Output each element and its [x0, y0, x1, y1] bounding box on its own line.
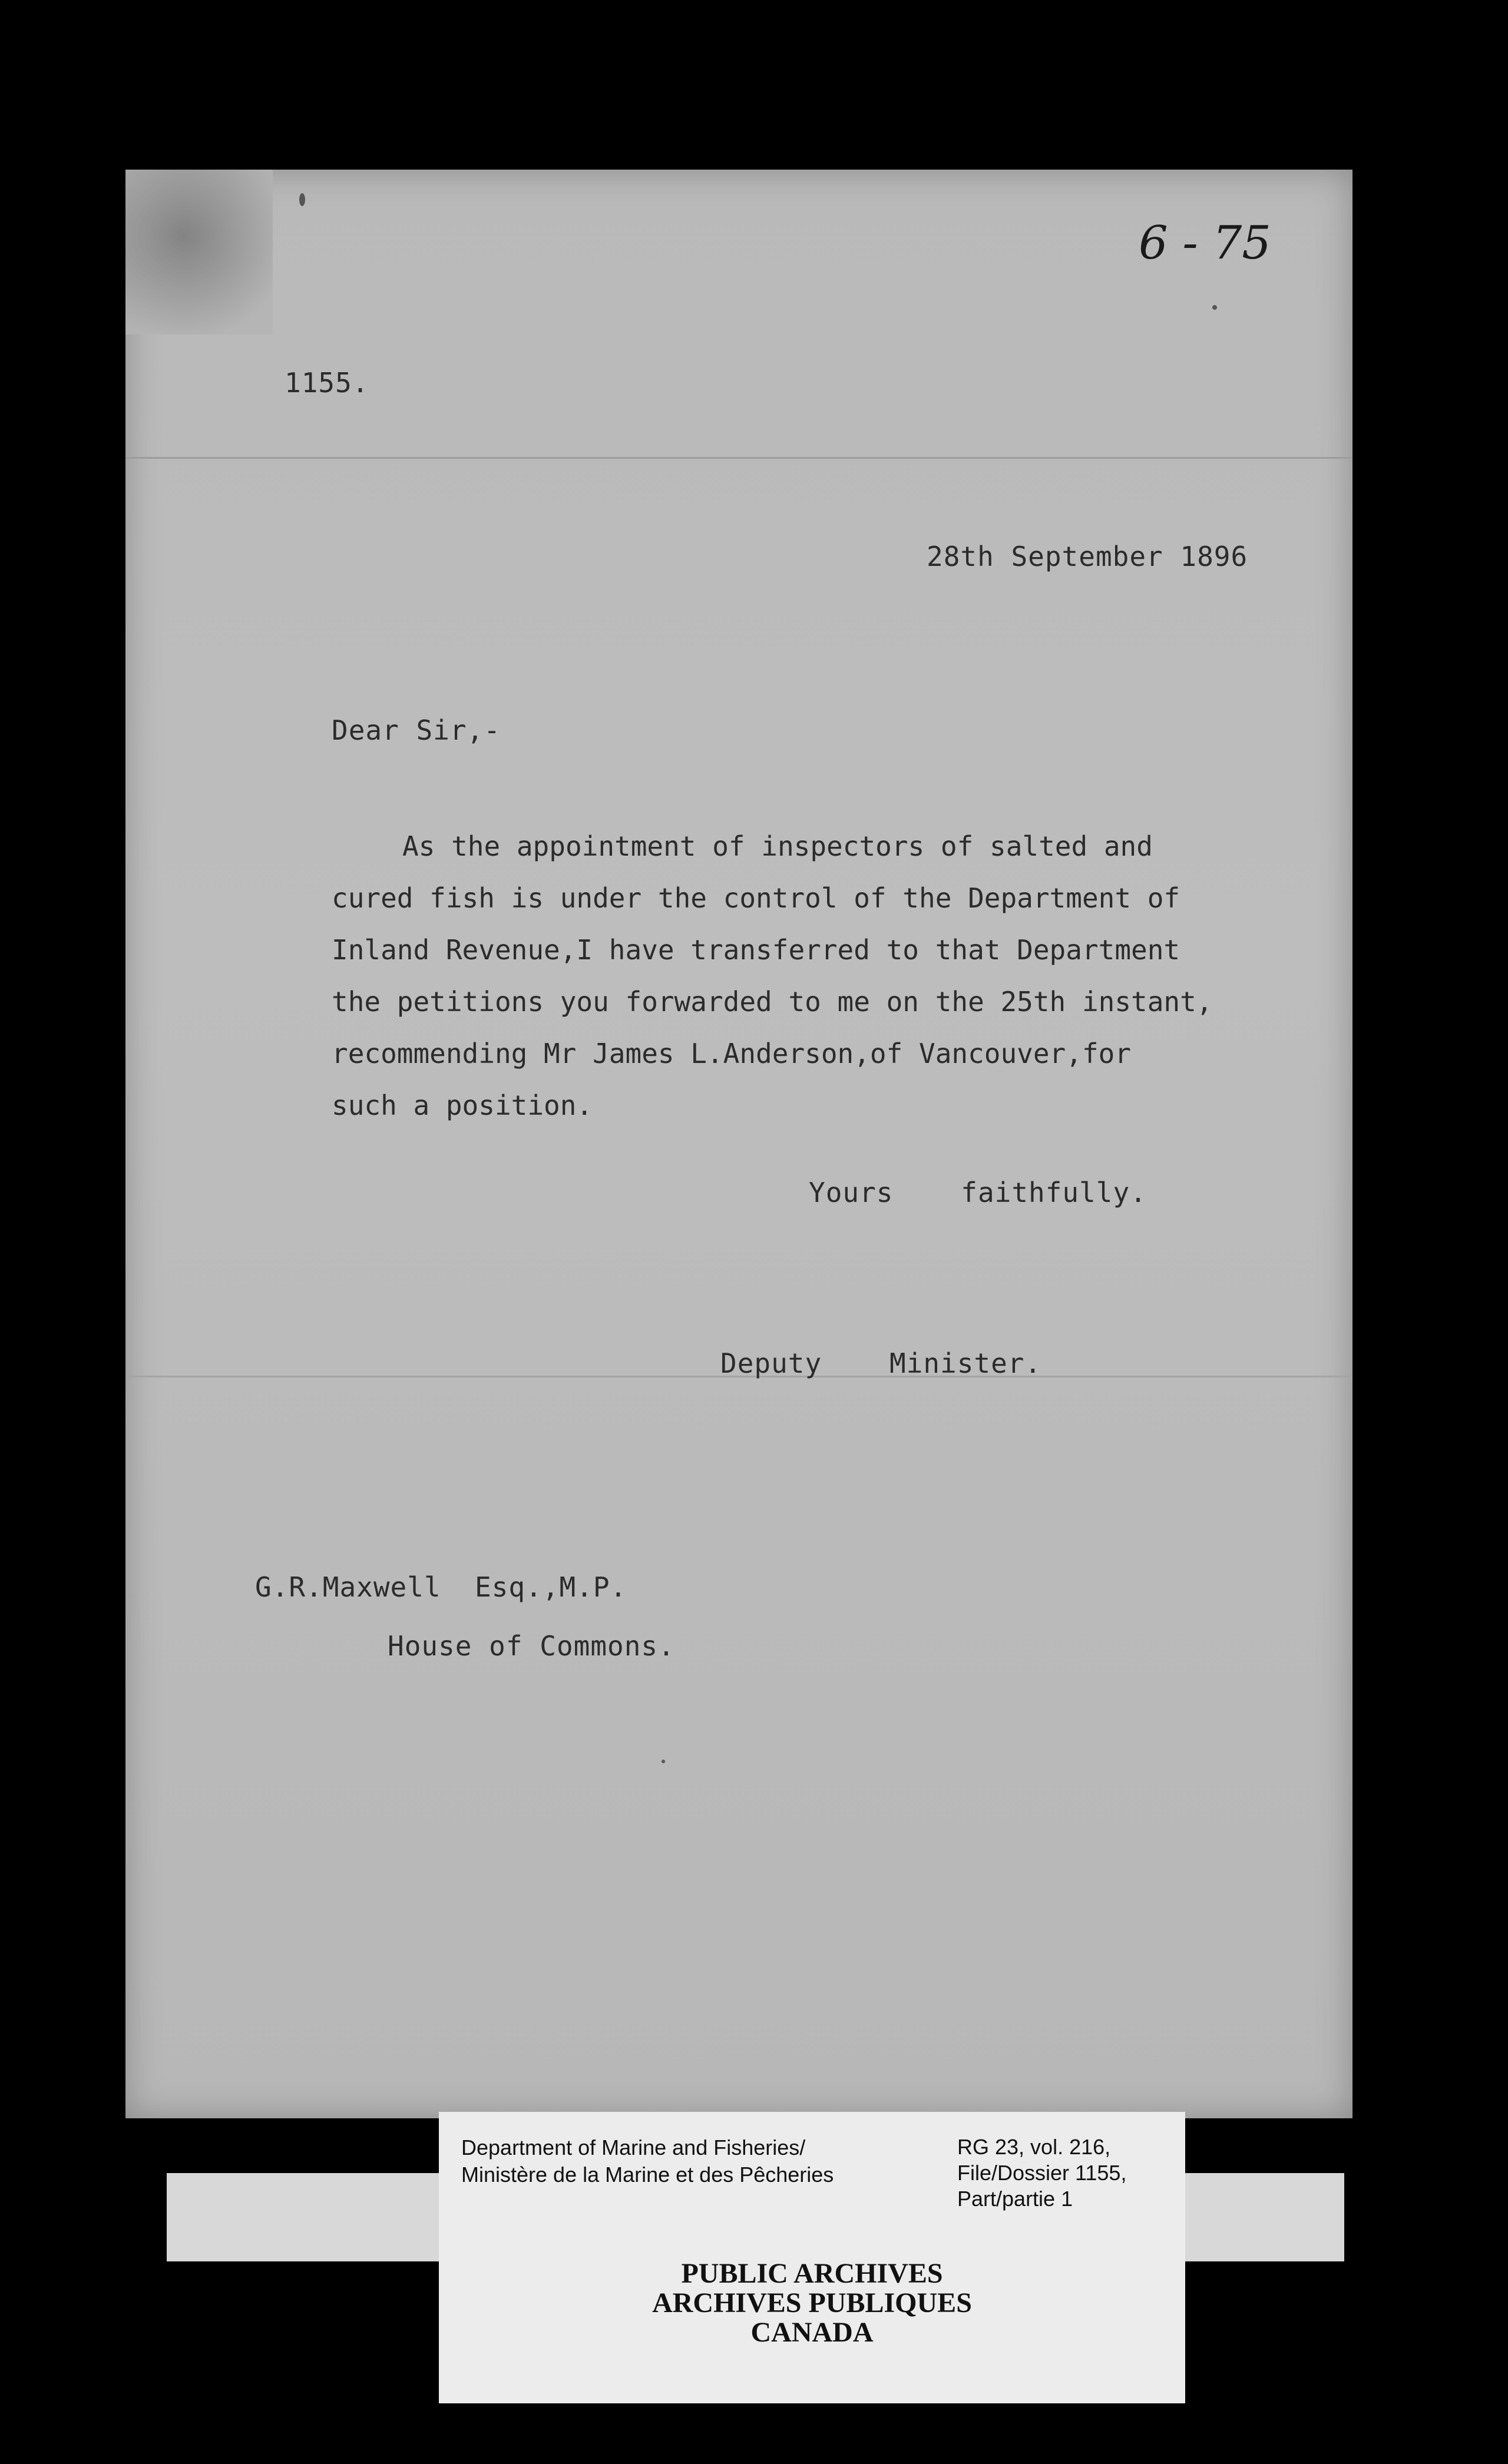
mount-strip-left	[167, 2173, 441, 2261]
ink-speck	[299, 193, 305, 206]
letter-body	[332, 820, 1304, 1131]
mount-strip-right	[1185, 2173, 1344, 2261]
label-reference	[957, 2134, 1126, 2212]
body-line: As the appointment of inspectors of salted and	[402, 830, 1153, 862]
addressee-office: House of Commons.	[388, 1630, 675, 1662]
salutation: Dear Sir,-	[332, 714, 501, 746]
label-department	[461, 2134, 834, 2188]
label-archives	[439, 2259, 1185, 2347]
letter-date: 28th September 1896	[927, 541, 1248, 572]
closing: Yours faithfully.	[809, 1177, 1147, 1208]
body-line: such a position.	[332, 1089, 593, 1121]
archives-english: PUBLIC ARCHIVES	[681, 2258, 943, 2289]
reference-part: Part/partie 1	[957, 2187, 1073, 2211]
body-line: the petitions you forwarded to me on the 25th instant,	[332, 986, 1213, 1018]
reference-volume: RG 23, vol. 216,	[957, 2135, 1111, 2159]
body-line: recommending Mr James L.Anderson,of Vancouver,for	[332, 1038, 1132, 1069]
reference-file: File/Dossier 1155,	[957, 2161, 1127, 2185]
archives-french: ARCHIVES PUBLIQUES	[652, 2287, 972, 2319]
body-line: Inland Revenue,I have transferred to that Department	[332, 934, 1180, 966]
department-english: Department of Marine and Fisheries/	[461, 2135, 806, 2160]
archives-country: CANADA	[750, 2317, 874, 2348]
ink-speck	[662, 1760, 665, 1763]
department-french: Ministère de la Marine et des Pêcheries	[461, 2162, 834, 2187]
file-number: 1155.	[285, 367, 369, 399]
archive-label	[439, 2112, 1185, 2403]
letter-page	[125, 170, 1352, 2118]
addressee-name: G.R.Maxwell Esq.,M.P.	[255, 1571, 627, 1603]
page-stain	[125, 170, 273, 335]
signature-title: Deputy Minister.	[720, 1347, 1042, 1379]
header-rule	[125, 457, 1352, 459]
body-line: cured fish is under the control of the Department of	[332, 882, 1180, 914]
handwritten-reference: 6 - 75	[1139, 217, 1271, 270]
ink-speck	[1212, 305, 1217, 310]
